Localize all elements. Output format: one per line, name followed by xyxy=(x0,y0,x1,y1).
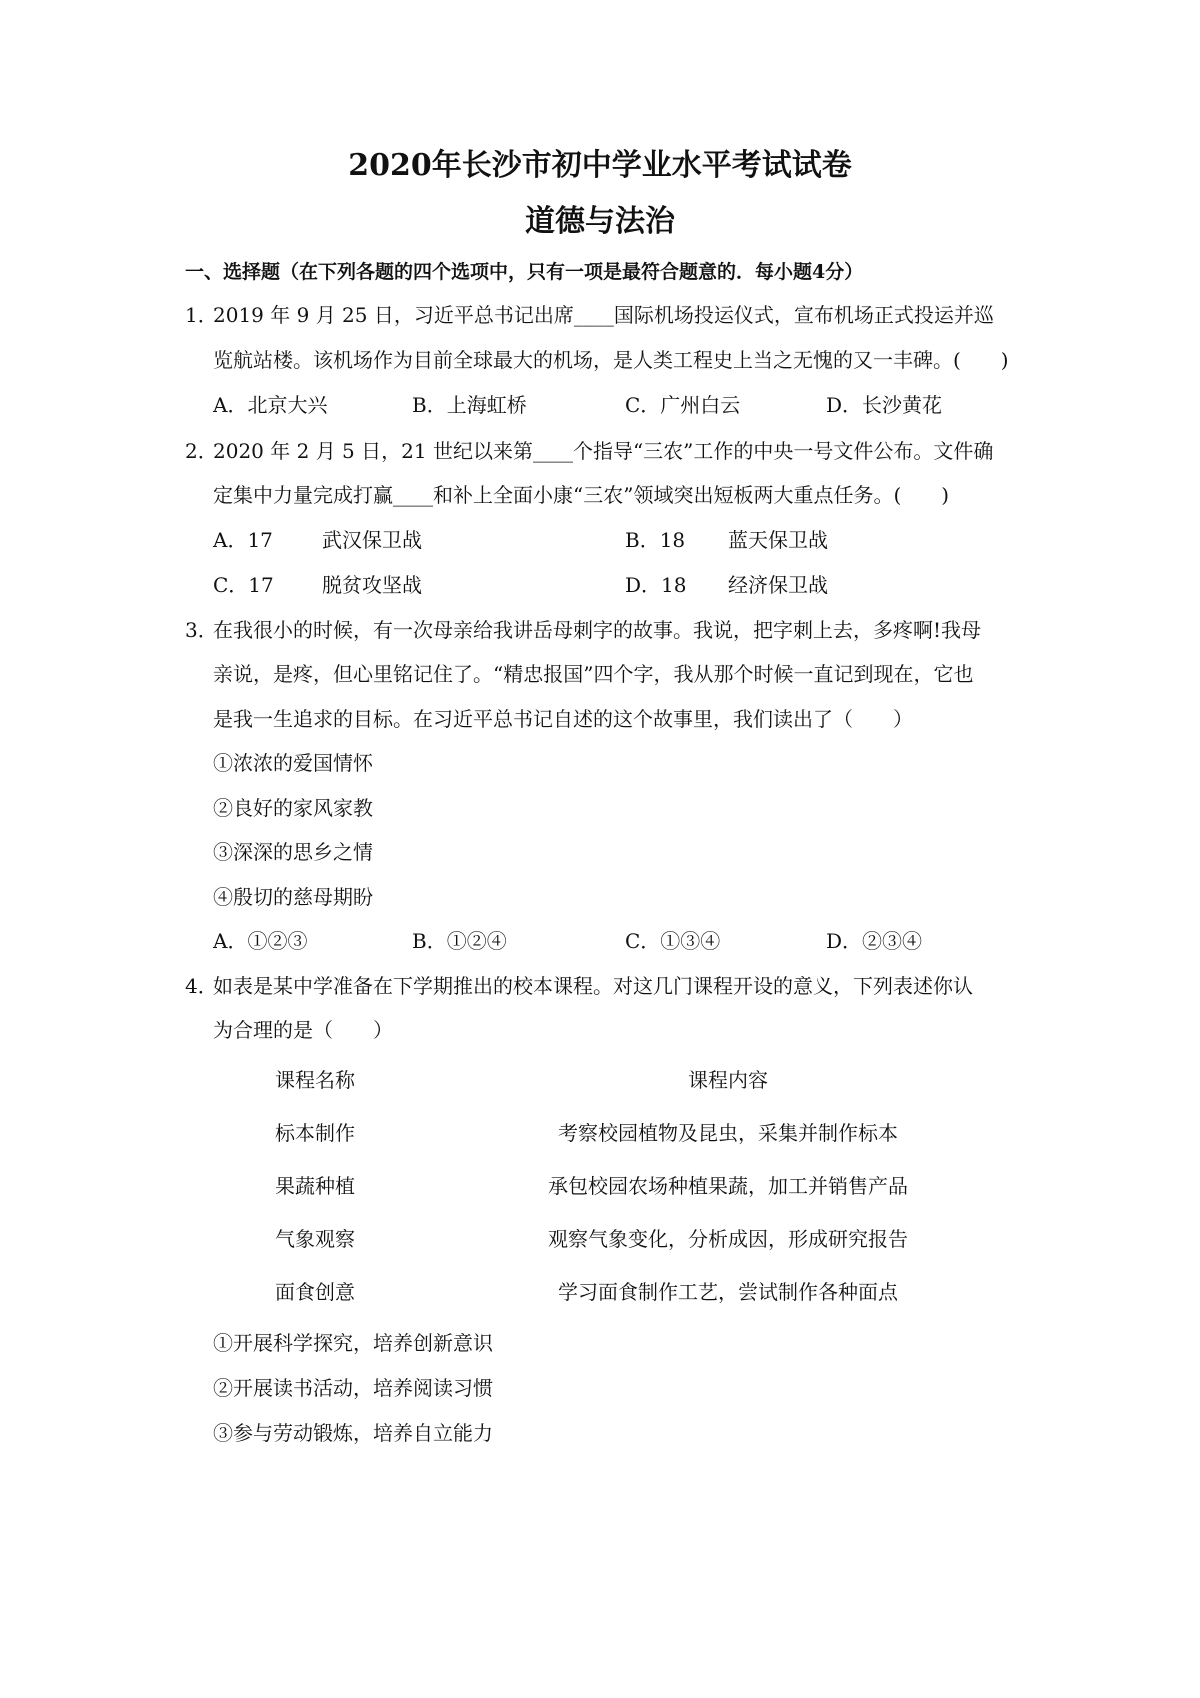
option-c-text: 脱贫攻坚战 xyxy=(322,573,422,597)
table-cell-name: 气象观察 xyxy=(275,1227,355,1251)
question-text-line: 2020 年 2 月 5 日，21 世纪以来第____个指导“三农”工作的中央一号文件公布。文件确 xyxy=(213,439,994,463)
question-text-line: 亲说，是疼，但心里铭记住了。“精忠报国”四个字，我从那个时候一直记到现在，它也 xyxy=(213,662,974,686)
question-text-line: 在我很小的时候，有一次母亲给我讲岳母刺字的故事。我说，把字刺上去，多疼啊!我母 xyxy=(213,618,982,642)
table-header-content: 课程内容 xyxy=(688,1068,768,1092)
table-cell-name: 面食创意 xyxy=(275,1280,355,1304)
question-number: 4． xyxy=(185,974,218,998)
table-cell-name: 果蔬种植 xyxy=(275,1174,355,1198)
question-number: 2． xyxy=(185,439,218,463)
option-a-label: A．17 xyxy=(213,528,273,552)
option-d-label: D．18 xyxy=(625,573,687,597)
option-d: D．长沙黄花 xyxy=(826,393,943,417)
option-b: B．①②④ xyxy=(412,929,507,953)
table-cell-content: 考察校园植物及昆虫，采集并制作标本 xyxy=(558,1121,898,1145)
option-d-text: 经济保卫战 xyxy=(728,573,828,597)
statement-item: ①浓浓的爱国情怀 xyxy=(213,751,373,775)
statement-item: ④殷切的慈母期盼 xyxy=(213,885,373,909)
subject-title: 道德与法治 xyxy=(525,204,675,239)
option-c-label: C．17 xyxy=(213,573,274,597)
page-title: 2020年长沙市初中学业水平考试试卷 xyxy=(348,148,852,183)
option-b-text: 蓝天保卫战 xyxy=(728,528,828,552)
question-text-line: 是我一生追求的目标。在习近平总书记自述的这个故事里，我们读出了（ ） xyxy=(213,707,913,731)
statement-item: ③参与劳动锻炼，培养自立能力 xyxy=(213,1421,493,1445)
option-a-text: 武汉保卫战 xyxy=(322,528,422,552)
table-header-name: 课程名称 xyxy=(275,1068,355,1092)
option-c: C．①③④ xyxy=(625,929,721,953)
option-a: A．北京大兴 xyxy=(213,393,328,417)
option-c: C．广州白云 xyxy=(625,393,741,417)
table-cell-content: 承包校园农场种植果蔬，加工并销售产品 xyxy=(548,1174,908,1198)
statement-item: ③深深的思乡之情 xyxy=(213,840,373,864)
question-text-line: 定集中力量完成打赢____和补上全面小康“三农”领域突出短板两大重点任务。( ) xyxy=(213,483,950,507)
table-cell-content: 观察气象变化，分析成因，形成研究报告 xyxy=(548,1227,908,1251)
option-d: D．②③④ xyxy=(826,929,923,953)
question-text-line: 2019 年 9 月 25 日，习近平总书记出席____国际机场投运仪式，宣布机场正式投运并巡 xyxy=(213,303,994,327)
section-heading: 一、选择题（在下列各题的四个选项中，只有一项是最符合题意的．每小题4分） xyxy=(185,261,864,283)
question-text-line: 览航站楼。该机场作为目前全球最大的机场，是人类工程史上当之无愧的又一丰碑。( ) xyxy=(213,348,1009,372)
table-cell-content: 学习面食制作工艺，尝试制作各种面点 xyxy=(558,1280,898,1304)
option-b: B．上海虹桥 xyxy=(412,393,527,417)
option-a: A．①②③ xyxy=(213,929,308,953)
question-text-line: 为合理的是（ ） xyxy=(213,1018,393,1042)
question-number: 3． xyxy=(185,618,218,642)
statement-item: ①开展科学探究，培养创新意识 xyxy=(213,1331,493,1355)
statement-item: ②良好的家风家教 xyxy=(213,796,373,820)
question-text-line: 如表是某中学准备在下学期推出的校本课程。对这几门课程开设的意义，下列表述你认 xyxy=(213,974,973,998)
question-number: 1． xyxy=(185,303,218,327)
table-cell-name: 标本制作 xyxy=(275,1121,355,1145)
option-b-label: B．18 xyxy=(625,528,686,552)
statement-item: ②开展读书活动，培养阅读习惯 xyxy=(213,1376,493,1400)
